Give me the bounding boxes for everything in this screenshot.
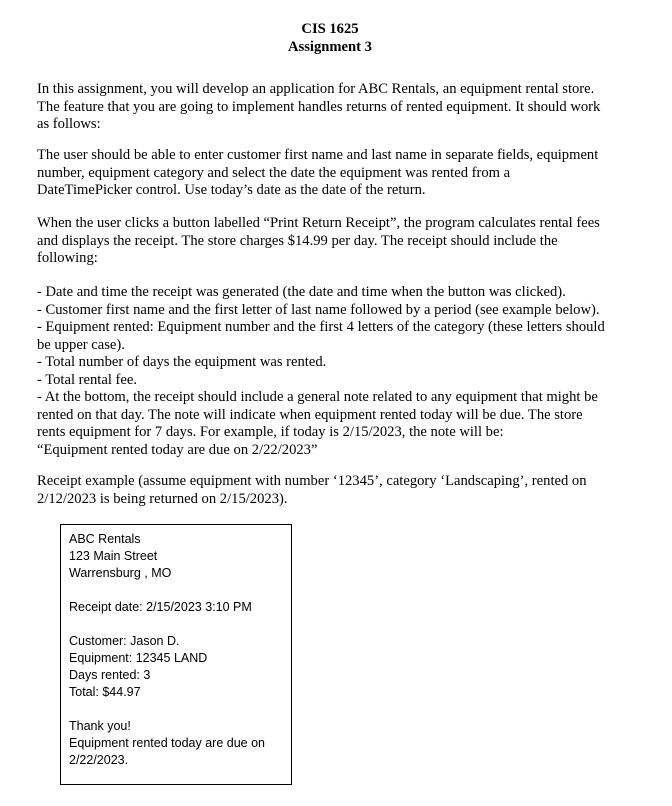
text-line: and displays the receipt. The store charges $14.99 per day. The receipt should include the [37,232,558,249]
text-line: DateTimePicker control. Use today’s date as the date of the return. [37,182,426,198]
receipt-date: Receipt date: 2/15/2023 3:10 PM [69,600,252,614]
text-line: The user should be able to enter customer first name and last name in separate fields, equipment [37,147,599,163]
list-item: - Customer first name and the first letter of last name followed by a period (see example below). [37,301,600,318]
list-item: - At the bottom, the receipt should include a general note related to any equipment that might be [37,389,598,405]
list-item: be upper case). [37,336,125,353]
receipt-note-line2: 2/22/2023. [69,753,129,767]
list-item: - Total number of days the equipment was rented. [37,354,327,370]
button-description-paragraph [37,215,637,268]
receipt-note-line1: Equipment rented today are due on [69,736,265,750]
assignment-title: Assignment 3 [288,39,372,55]
requirements-list [37,284,637,459]
list-item: “Equipment rented today are due on 2/22/2023” [37,441,318,458]
text-line: In this assignment, you will develop an application for ABC Rentals, an equipment rental store. [37,81,595,97]
list-item: - Total rental fee. [37,371,138,388]
list-item: - Date and time the receipt was generated (the date and time when the button was clicked). [37,284,566,300]
input-description-paragraph [37,147,637,200]
text-line: number, equipment category and select the date the equipment was rented from a [37,164,511,181]
receipt-days: Days rented: 3 [69,668,151,682]
receipt-total: Total: $44.97 [69,685,141,699]
receipt-example-box [60,524,292,785]
receipt-thanks: Thank you! [69,719,131,733]
text-line: as follows: [37,116,101,132]
text-line: 2/12/2023 is being returned on 2/15/2023). [37,490,288,507]
list-item: rented on that day. The note will indicate when equipment rented today will be due. The store [37,406,583,423]
list-item: rents equipment for 7 days. For example, if today is 2/15/2023, the note will be: [37,424,504,440]
receipt-equipment: Equipment: 12345 LAND [69,651,208,665]
text-line: When the user clicks a button labelled “Print Return Receipt”, the program calculates rental fees [37,215,600,231]
assignment-document [37,20,637,767]
course-title: CIS 1625 [301,21,359,37]
receipt-address: 123 Main Street [69,549,158,563]
receipt-customer: Customer: Jason D. [69,634,180,648]
receipt-store-name: ABC Rentals [69,532,141,546]
text-line: following: [37,250,98,266]
list-item: - Equipment rented: Equipment number and the first 4 letters of the category (these letters should [37,319,605,335]
intro-paragraph [37,81,637,134]
example-intro-paragraph [37,473,637,508]
text-line: Receipt example (assume equipment with number ‘12345’, category ‘Landscaping’, rented on [37,473,587,489]
receipt-city: Warrensburg , MO [69,566,172,580]
text-line: The feature that you are going to implement handles returns of rented equipment. It should work [37,98,601,115]
